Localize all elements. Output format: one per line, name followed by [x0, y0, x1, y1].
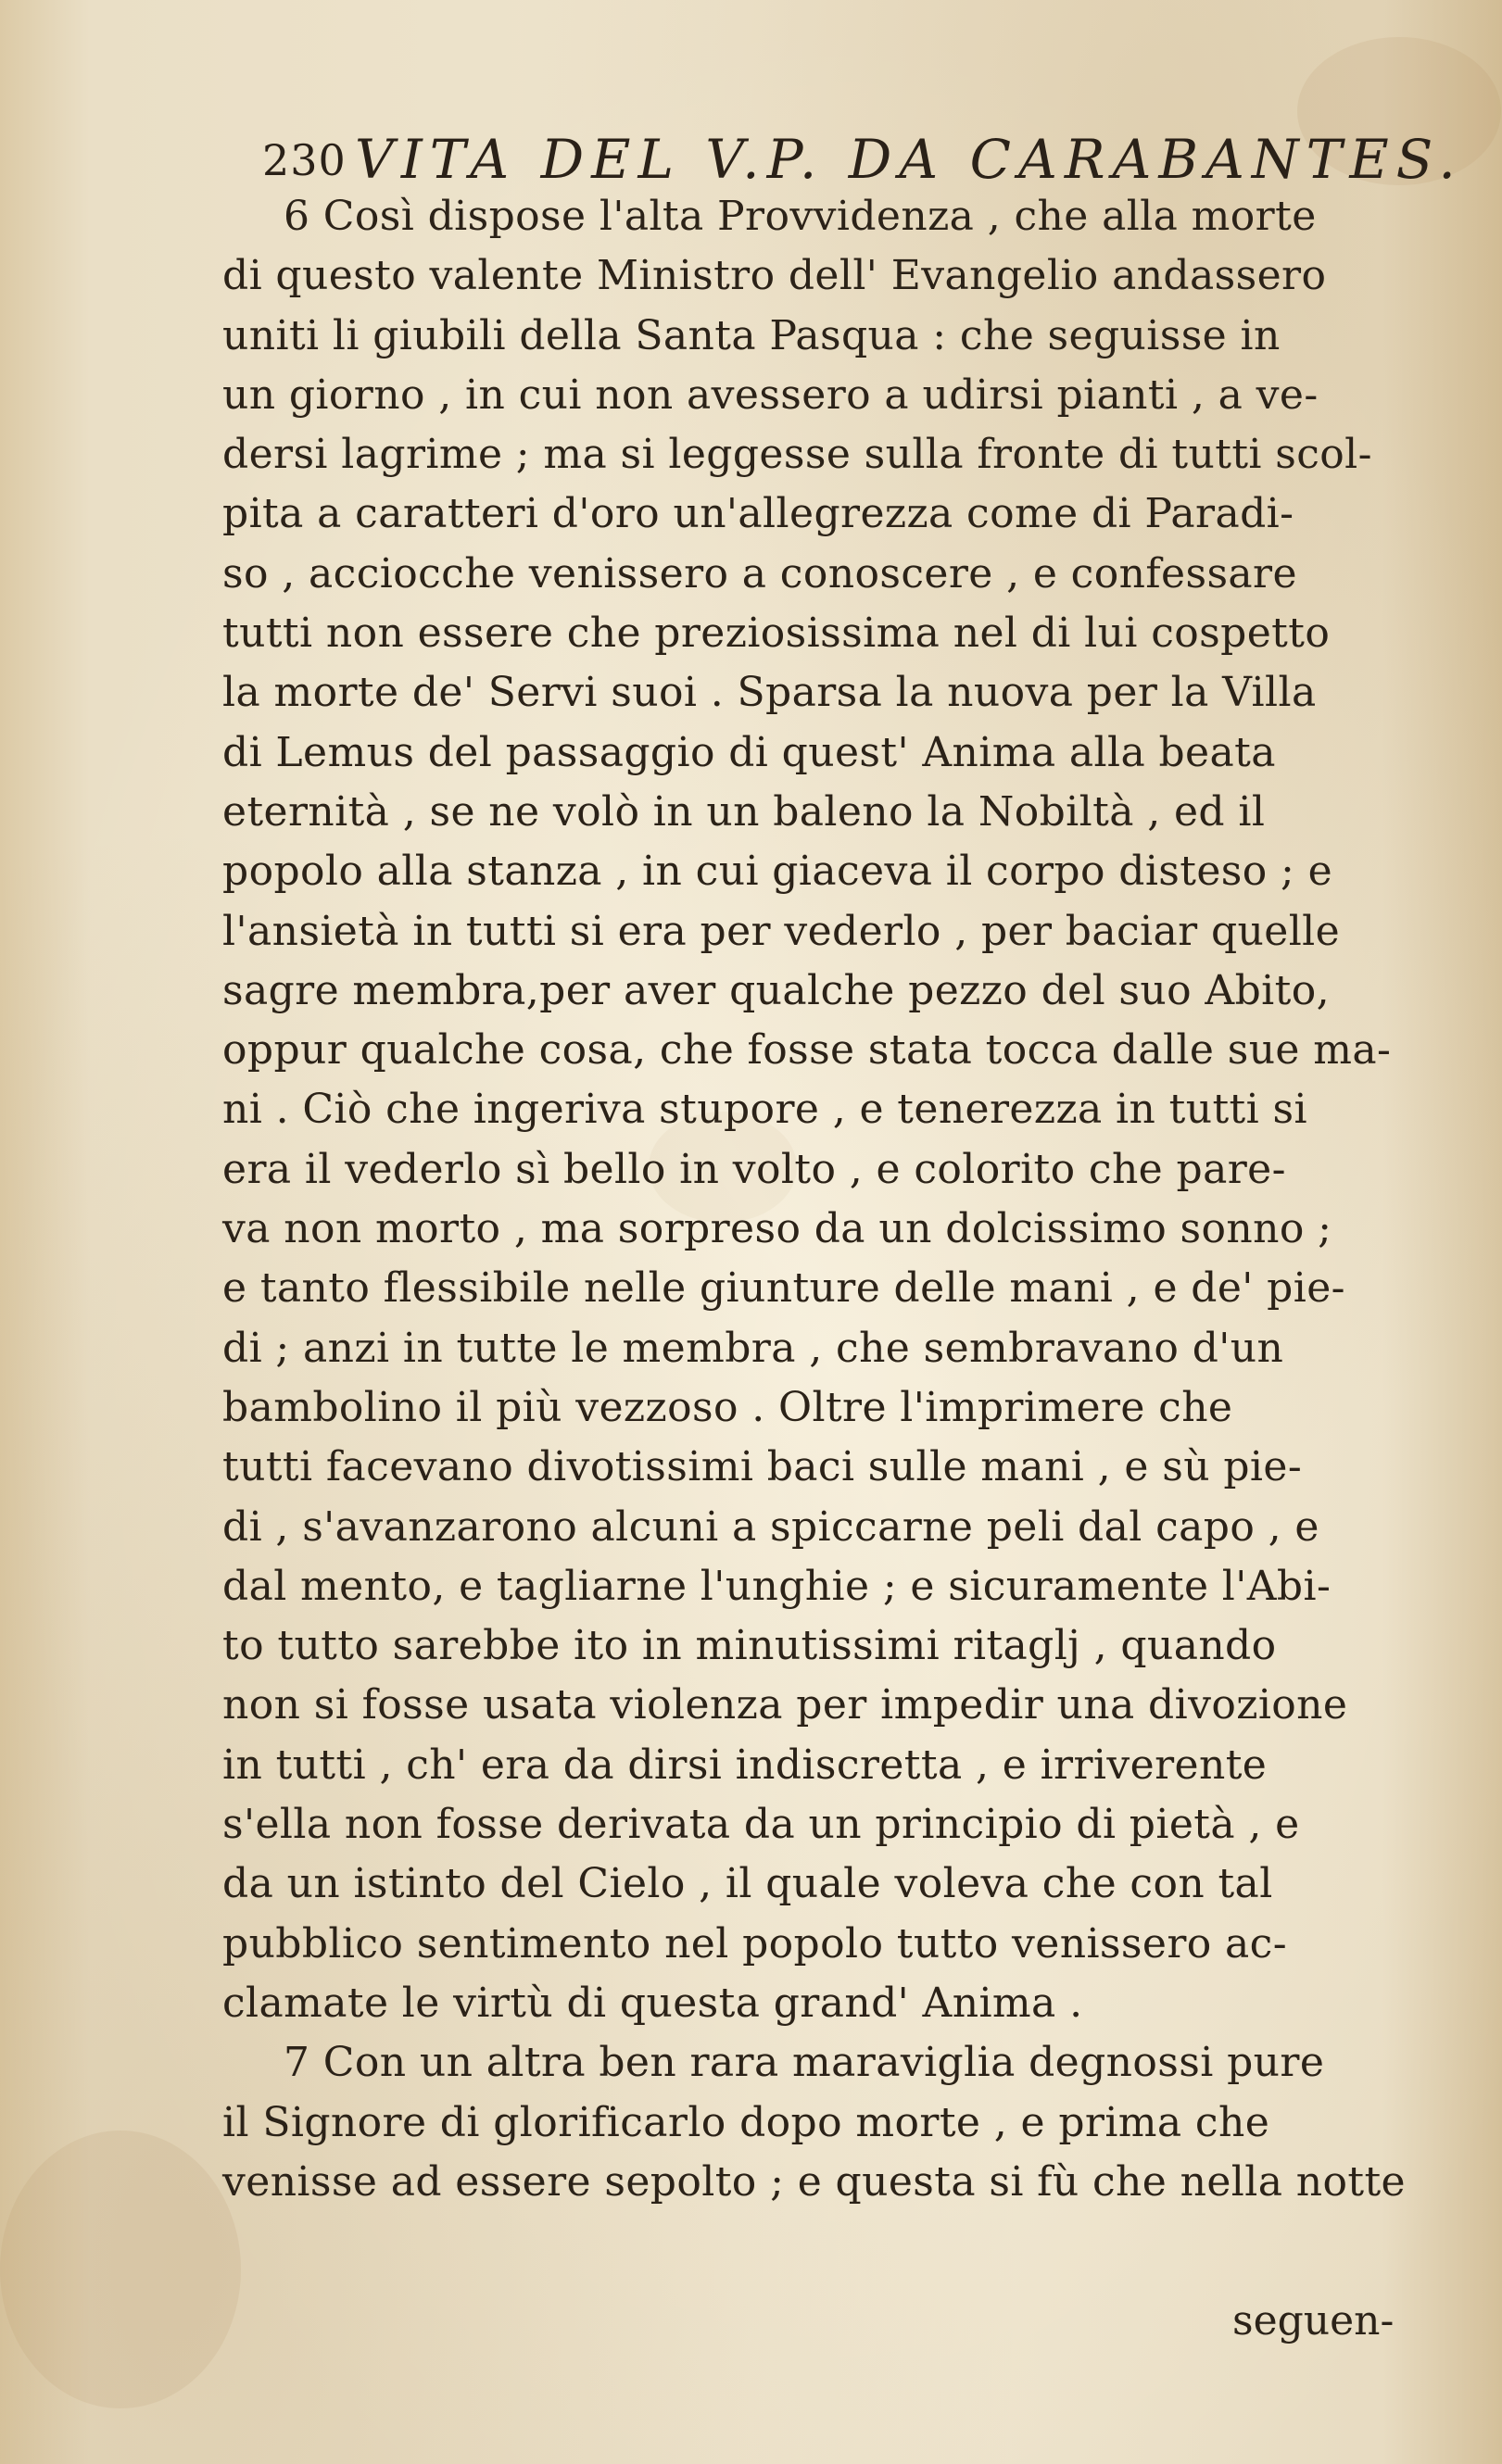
text-line: da un istinto del Cielo , il quale voleva che con tal [222, 1860, 1273, 1908]
text-line: la morte de' Servi suoi . Sparsa la nuova per la Villa [222, 669, 1317, 717]
text-line: di questo valente Ministro dell' Evangelio andassero [222, 252, 1327, 300]
text-line: di , s'avanzarono alcuni a spiccarne peli dal capo , e [222, 1502, 1319, 1551]
text-line: di ; anzi in tutte le membra , che sembravano d'un [222, 1324, 1284, 1372]
text-line: e tanto flessibile nelle giunture delle mani , e de' pie- [222, 1264, 1345, 1313]
text-line: pita a caratteri d'oro un'allegrezza come di Paradi- [222, 490, 1294, 538]
text-line: so , acciocche venissero a conoscere , e confessare [222, 549, 1297, 597]
text-line: popolo alla stanza , in cui giaceva il corpo disteso ; e [222, 848, 1333, 896]
text-line: di Lemus del passaggio di quest' Anima alla beata [222, 728, 1276, 776]
text-line: era il vederlo sì bello in volto , e colorito che pare- [222, 1145, 1286, 1193]
paper-stain [0, 2131, 241, 2408]
running-title: VITA DEL V.P. DA CARABANTES. [355, 128, 1463, 191]
text-line: clamate le virtù di questa grand' Anima . [222, 1979, 1083, 2027]
text-line: va non morto , ma sorpreso da un dolcissimo sonno ; [222, 1205, 1332, 1253]
catchword: seguen- [1232, 2297, 1395, 2345]
text-line: to tutto sarebbe ito in minutissimi ritaglj , quando [222, 1622, 1277, 1670]
text-line: venisse ad essere sepolto ; e questa si fù che nella notte [222, 2157, 1406, 2206]
text-line: uniti li giubili della Santa Pasqua : che seguisse in [222, 311, 1281, 359]
text-line: oppur qualche cosa, che fosse stata tocca dalle sue ma- [222, 1026, 1392, 1075]
text-line: pubblico sentimento nel popolo tutto venissero ac- [222, 1919, 1287, 1967]
text-line: dal mento, e tagliarne l'unghie ; e sicuramente l'Abi- [222, 1562, 1332, 1610]
text-line: ni . Ciò che ingeriva stupore , e tenerezza in tutti si [222, 1086, 1307, 1134]
text-line: 6 Così dispose l'alta Provvidenza , che alla morte [284, 193, 1317, 240]
text-line: l'ansietà in tutti si era per vederlo , per baciar quelle [222, 907, 1341, 955]
text-line: tutti facevano divotissimi baci sulle mani , e sù pie- [222, 1443, 1303, 1491]
page-number: 230 [262, 135, 347, 185]
text-line: 7 Con un altra ben rara maraviglia degnossi pure [284, 2039, 1325, 2087]
body-text [222, 187, 1483, 2212]
text-line: dersi lagrime ; ma si leggesse sulla fronte di tutti scol- [222, 431, 1372, 479]
text-line: il Signore di glorificarlo dopo morte , e prima che [222, 2098, 1270, 2146]
text-line: eternità , se ne volò in un baleno la Nobiltà , ed il [222, 787, 1266, 836]
text-line: non si fosse usata violenza per impedir una divozione [222, 1681, 1348, 1729]
text-line: sagre membra,per aver qualche pezzo del suo Abito, [222, 966, 1331, 1014]
text-line: s'ella non fosse derivata da un principio di pietà , e [222, 1801, 1300, 1849]
text-line: in tutti , ch' era da dirsi indiscretta , e irriverente [222, 1741, 1268, 1789]
text-line: bambolino il più vezzoso . Oltre l'imprimere che [222, 1383, 1233, 1431]
text-line: tutti non essere che preziosissima nel di lui cospetto [222, 610, 1331, 658]
text-line: un giorno , in cui non avessero a udirsi pianti , a ve- [222, 371, 1319, 419]
